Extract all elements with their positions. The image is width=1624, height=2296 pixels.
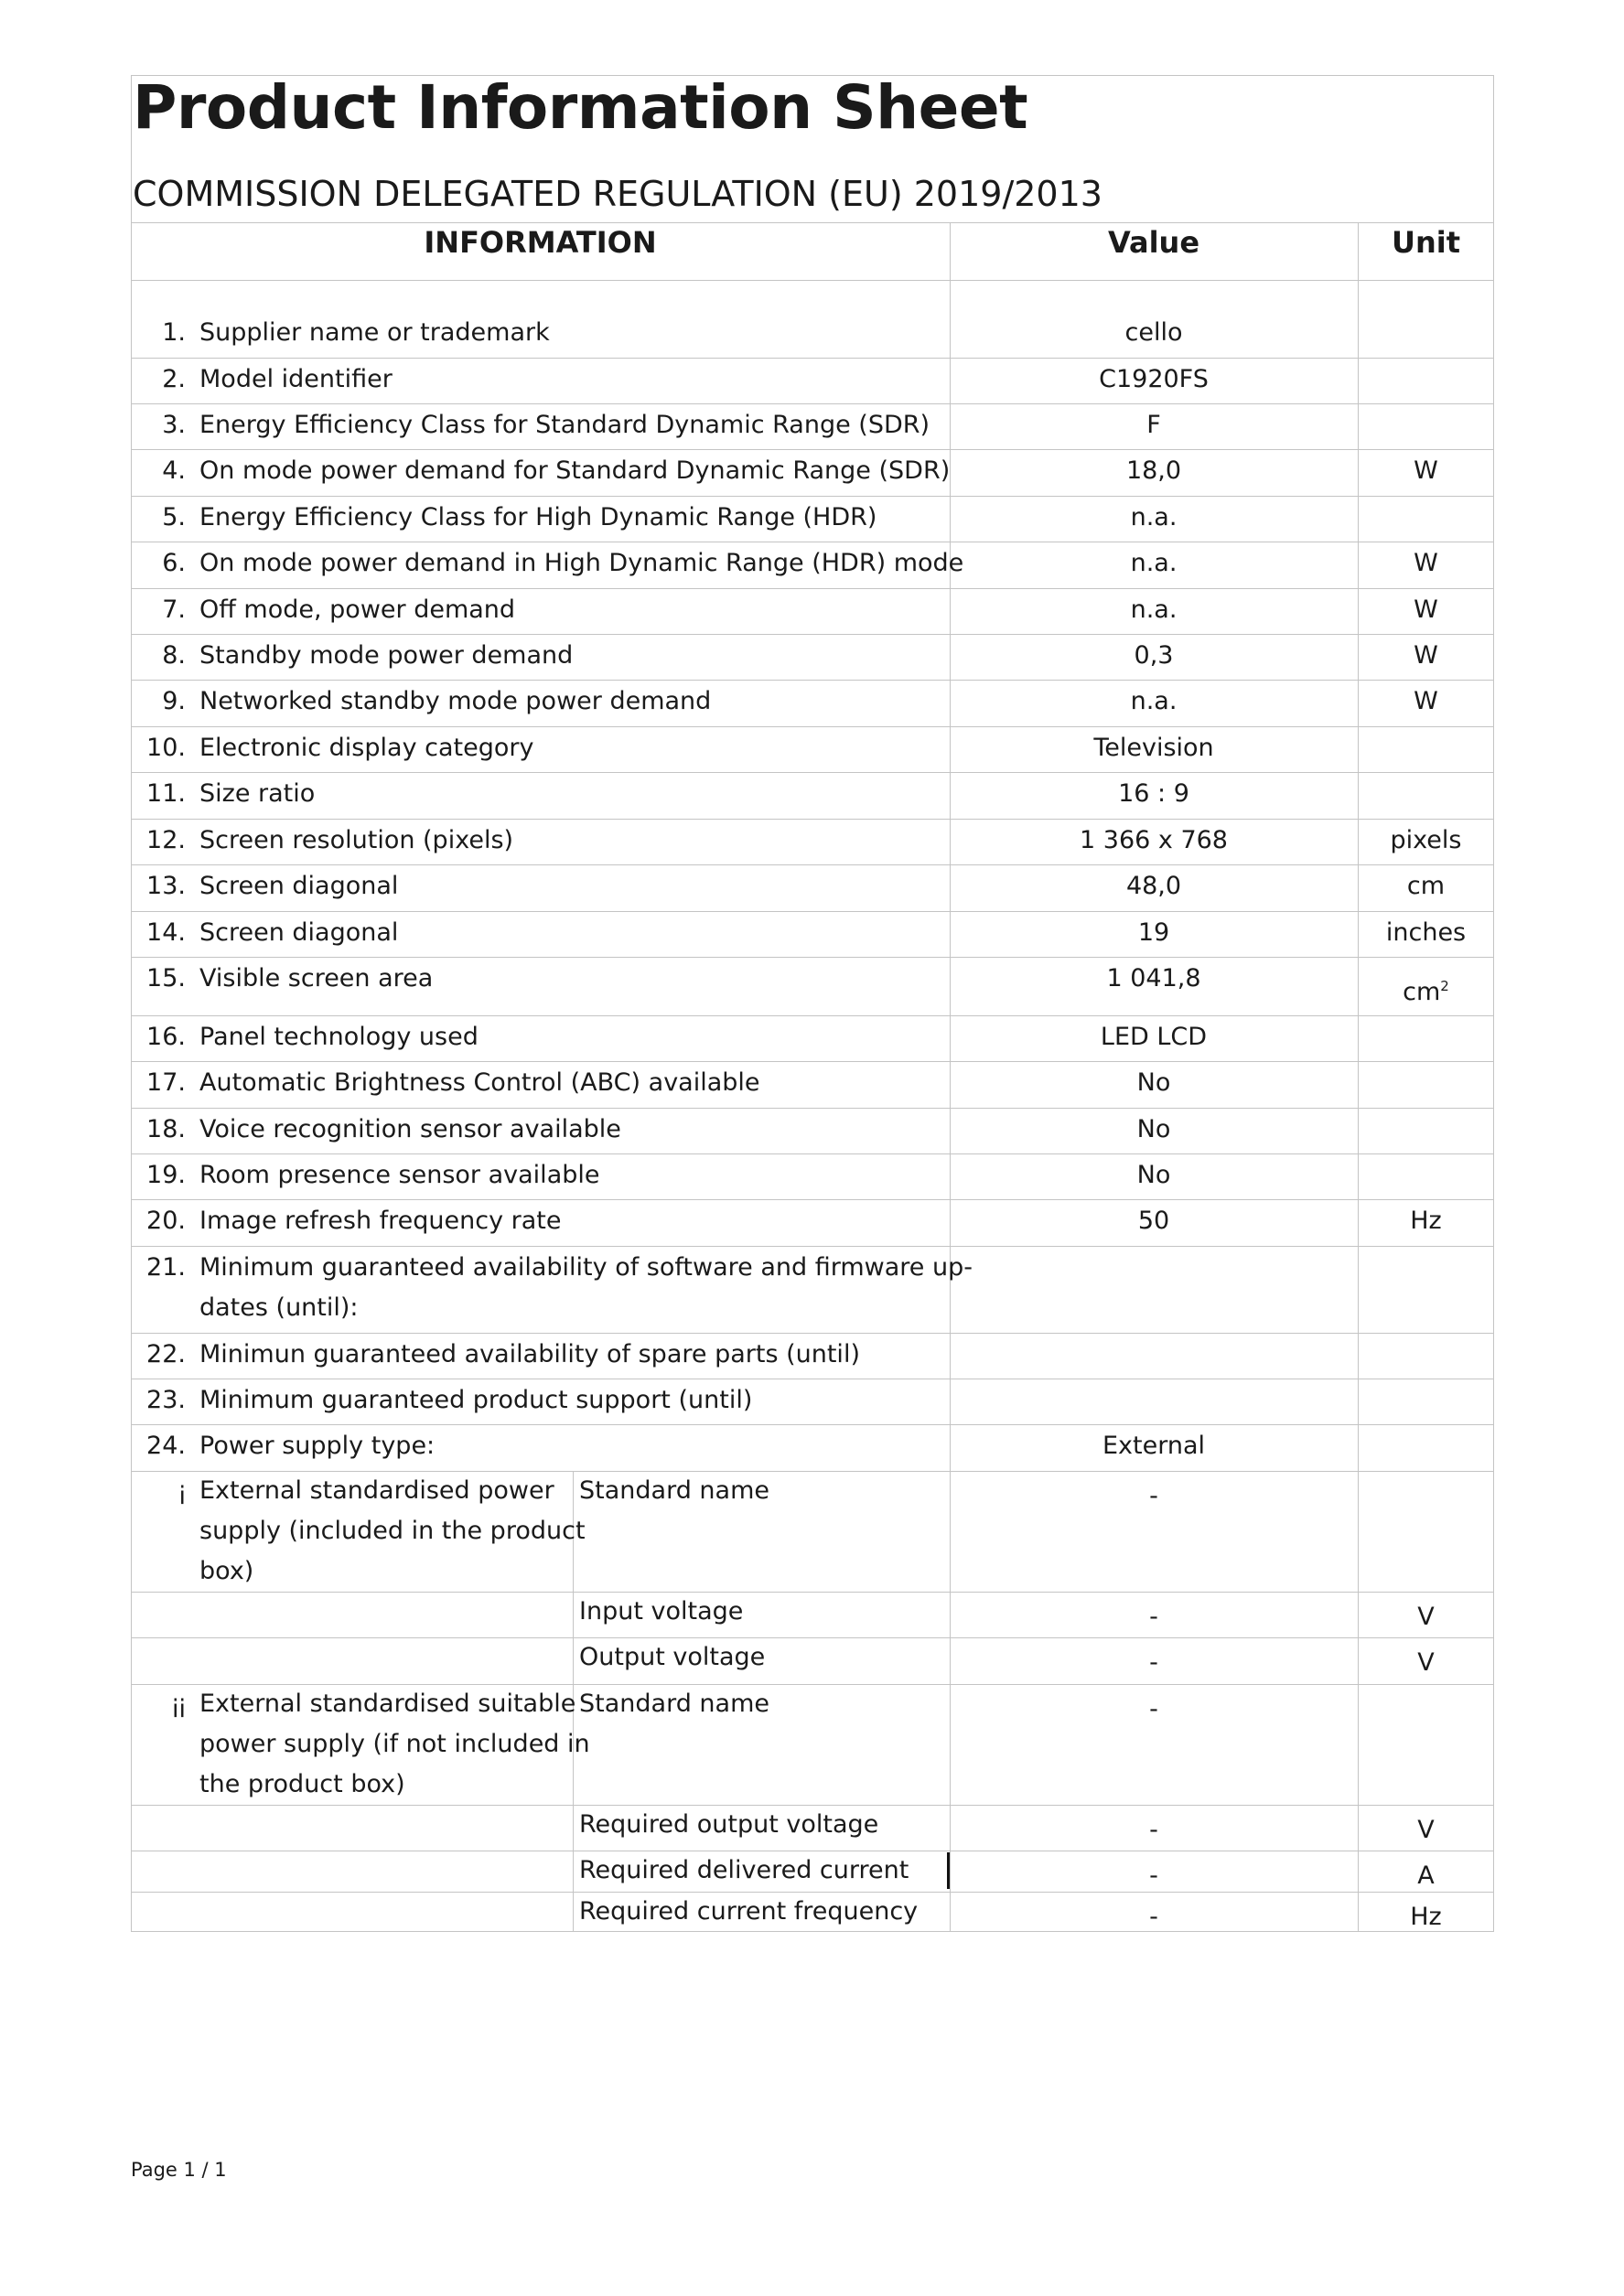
row-number: 11. bbox=[146, 779, 186, 808]
row-value: C1920FS bbox=[1099, 365, 1209, 393]
header-value: Value bbox=[1107, 225, 1200, 260]
power-supply-label-line: box) bbox=[199, 1557, 254, 1585]
page-footer: Page 1 / 1 bbox=[131, 2159, 227, 2181]
row-rule bbox=[131, 1805, 1494, 1806]
power-supply-sub-name: Standard name bbox=[579, 1690, 769, 1718]
row-value: F bbox=[1146, 411, 1161, 439]
row-unit: Hz bbox=[1410, 1207, 1442, 1235]
row-number: 17. bbox=[146, 1068, 186, 1097]
row-rule bbox=[131, 1015, 1494, 1016]
power-supply-sub-name: Required output voltage bbox=[579, 1810, 879, 1839]
row-rule bbox=[131, 911, 1494, 912]
power-supply-sub-name: Standard name bbox=[579, 1476, 769, 1505]
row-value: 18,0 bbox=[1125, 456, 1182, 485]
row-rule bbox=[131, 358, 1494, 359]
row-rule bbox=[131, 403, 1494, 404]
row-unit: W bbox=[1414, 549, 1438, 577]
power-supply-sub-name: Required delivered current bbox=[579, 1856, 909, 1884]
row-label: Size ratio bbox=[199, 779, 316, 808]
edit-cursor-mark bbox=[947, 1852, 950, 1889]
row-number: 14. bbox=[146, 918, 186, 947]
row-rule bbox=[131, 680, 1494, 681]
row-number: 12. bbox=[146, 826, 186, 854]
power-supply-sub-unit: V bbox=[1417, 1816, 1435, 1844]
row-number: 19. bbox=[146, 1161, 186, 1189]
row-label: Off mode, power demand bbox=[199, 595, 516, 624]
row-number: 6. bbox=[162, 549, 186, 577]
row-rule bbox=[131, 1199, 1494, 1200]
row-value: LED LCD bbox=[1100, 1023, 1208, 1051]
row-number: 1. bbox=[162, 318, 186, 347]
page-title: Product Information Sheet bbox=[133, 72, 1028, 143]
row-value: No bbox=[1136, 1161, 1171, 1189]
row-value: 48,0 bbox=[1125, 872, 1182, 900]
power-supply-label-line: the product box) bbox=[199, 1770, 405, 1798]
power-supply-sub-name: Output voltage bbox=[579, 1643, 766, 1671]
power-supply-marker: ii bbox=[171, 1695, 186, 1723]
row-rule bbox=[131, 772, 1494, 773]
row-rule bbox=[131, 1424, 1494, 1425]
row-rule bbox=[131, 726, 1494, 727]
power-supply-sub-value: - bbox=[1149, 1861, 1158, 1890]
power-supply-sub-value: - bbox=[1149, 1482, 1158, 1510]
row-unit: pixels bbox=[1390, 826, 1462, 854]
row-label: Room presence sensor available bbox=[199, 1161, 600, 1189]
row-number: 9. bbox=[162, 687, 186, 715]
row-rule bbox=[131, 864, 1494, 865]
row-rule bbox=[131, 449, 1494, 450]
power-supply-sub-unit: V bbox=[1417, 1603, 1435, 1631]
power-supply-sub-value: - bbox=[1149, 1648, 1158, 1677]
row-number: 5. bbox=[162, 503, 186, 531]
row-unit: W bbox=[1414, 687, 1438, 715]
row-value: 1 366 x 768 bbox=[1080, 826, 1228, 854]
row-label: Screen resolution (pixels) bbox=[199, 826, 514, 854]
row-unit: inches bbox=[1385, 918, 1467, 947]
power-supply-sub-name: Input voltage bbox=[579, 1597, 744, 1625]
row-value: cello bbox=[1124, 318, 1183, 347]
row-value: n.a. bbox=[1130, 549, 1178, 577]
row-label: Energy Efficiency Class for Standard Dynamic Range (SDR) bbox=[199, 411, 930, 439]
row-unit: W bbox=[1414, 456, 1438, 485]
power-supply-sub-value: - bbox=[1149, 1816, 1158, 1844]
header-bottom-rule bbox=[131, 280, 1494, 281]
row-value: n.a. bbox=[1130, 687, 1178, 715]
row-label: Panel technology used bbox=[199, 1023, 479, 1051]
row-label: Supplier name or trademark bbox=[199, 318, 550, 347]
row-rule bbox=[131, 1153, 1494, 1154]
row-number: 18. bbox=[146, 1115, 186, 1143]
row-label: Minimun guaranteed availability of spare parts (until) bbox=[199, 1340, 860, 1368]
row-rule bbox=[131, 1892, 1494, 1893]
power-supply-sub-value: - bbox=[1149, 1695, 1158, 1723]
row-value: No bbox=[1136, 1115, 1171, 1143]
row-label: Model identifier bbox=[199, 365, 393, 393]
row-rule bbox=[131, 634, 1494, 635]
regulation-subtitle: COMMISSION DELEGATED REGULATION (EU) 2019/2013 bbox=[133, 174, 1102, 214]
row-rule bbox=[131, 1246, 1494, 1247]
row-label: Voice recognition sensor available bbox=[199, 1115, 621, 1143]
row-value: External bbox=[1102, 1432, 1206, 1460]
row-value: No bbox=[1136, 1068, 1171, 1097]
row-unit: $cm^2$ bbox=[1403, 978, 1449, 1006]
power-supply-marker: i bbox=[178, 1482, 186, 1510]
row-rule bbox=[131, 496, 1494, 497]
row-unit: W bbox=[1414, 595, 1438, 624]
row-number: 15. bbox=[146, 964, 186, 992]
row-label: Electronic display category bbox=[199, 734, 534, 762]
row-rule bbox=[131, 819, 1494, 820]
row-rule bbox=[131, 1637, 1494, 1638]
row-number: 20. bbox=[146, 1207, 186, 1235]
row-rule bbox=[131, 1592, 1494, 1593]
row-value: Television bbox=[1093, 734, 1214, 762]
row-number: 4. bbox=[162, 456, 186, 485]
row-number: 2. bbox=[162, 365, 186, 393]
row-label: Minimum guaranteed product support (until) bbox=[199, 1386, 753, 1414]
row-value: 1 041,8 bbox=[1106, 964, 1201, 992]
row-number: 8. bbox=[162, 641, 186, 670]
power-supply-sub-value: - bbox=[1149, 1903, 1158, 1931]
row-number: 10. bbox=[146, 734, 186, 762]
row-number: 16. bbox=[146, 1023, 186, 1051]
row-label: Automatic Brightness Control (ABC) available bbox=[199, 1068, 760, 1097]
row-label: Screen diagonal bbox=[199, 872, 399, 900]
row-number: 23. bbox=[146, 1386, 186, 1414]
row-label: On mode power demand for Standard Dynamic Range (SDR) bbox=[199, 456, 951, 485]
row-rule bbox=[131, 588, 1494, 589]
row-label: Power supply type: bbox=[199, 1432, 436, 1460]
row-rule bbox=[131, 1061, 1494, 1062]
row-label: Minimum guaranteed availability of software and firmware up- bbox=[199, 1253, 973, 1282]
row-value: n.a. bbox=[1130, 595, 1178, 624]
row-rule bbox=[131, 1333, 1494, 1334]
power-supply-sub-unit: A bbox=[1417, 1861, 1435, 1890]
row-number: 13. bbox=[146, 872, 186, 900]
row-number: 24. bbox=[146, 1432, 186, 1460]
row-number: 3. bbox=[162, 411, 186, 439]
row-label: On mode power demand in High Dynamic Range (HDR) mode bbox=[199, 549, 964, 577]
row-label: Standby mode power demand bbox=[199, 641, 574, 670]
row-label: Networked standby mode power demand bbox=[199, 687, 712, 715]
power-supply-label-line: External standardised power bbox=[199, 1476, 554, 1505]
power-supply-label-line: External standardised suitable bbox=[199, 1690, 576, 1718]
power-supply-label-line: power supply (if not included in bbox=[199, 1730, 590, 1758]
row-label: Image refresh frequency rate bbox=[199, 1207, 562, 1235]
row-rule bbox=[131, 1108, 1494, 1109]
row-unit: cm bbox=[1406, 872, 1446, 900]
row-number: 21. bbox=[146, 1253, 186, 1282]
row-value: 0,3 bbox=[1134, 641, 1174, 670]
row-label: Visible screen area bbox=[199, 964, 434, 992]
row-label: Screen diagonal bbox=[199, 918, 399, 947]
row-number: 22. bbox=[146, 1340, 186, 1368]
power-supply-sub-value: - bbox=[1149, 1603, 1158, 1631]
header-information: INFORMATION bbox=[424, 225, 657, 260]
row-value: n.a. bbox=[1130, 503, 1178, 531]
unit-superscript: 2 bbox=[1440, 978, 1449, 994]
power-supply-sub-unit: V bbox=[1417, 1648, 1435, 1677]
row-number: 7. bbox=[162, 595, 186, 624]
row-label-continued: dates (until): bbox=[199, 1293, 359, 1322]
row-rule bbox=[131, 957, 1494, 958]
row-value: 19 bbox=[1137, 918, 1170, 947]
header-unit: Unit bbox=[1391, 225, 1461, 260]
row-value: 16 : 9 bbox=[1118, 779, 1189, 808]
power-supply-sub-name: Required current frequency bbox=[579, 1897, 919, 1926]
row-label: Energy Efficiency Class for High Dynamic Range (HDR) bbox=[199, 503, 877, 531]
row-value: 50 bbox=[1137, 1207, 1170, 1235]
row-unit: W bbox=[1414, 641, 1438, 670]
power-supply-label-line: supply (included in the product bbox=[199, 1517, 586, 1545]
power-supply-sub-unit: Hz bbox=[1410, 1903, 1442, 1931]
